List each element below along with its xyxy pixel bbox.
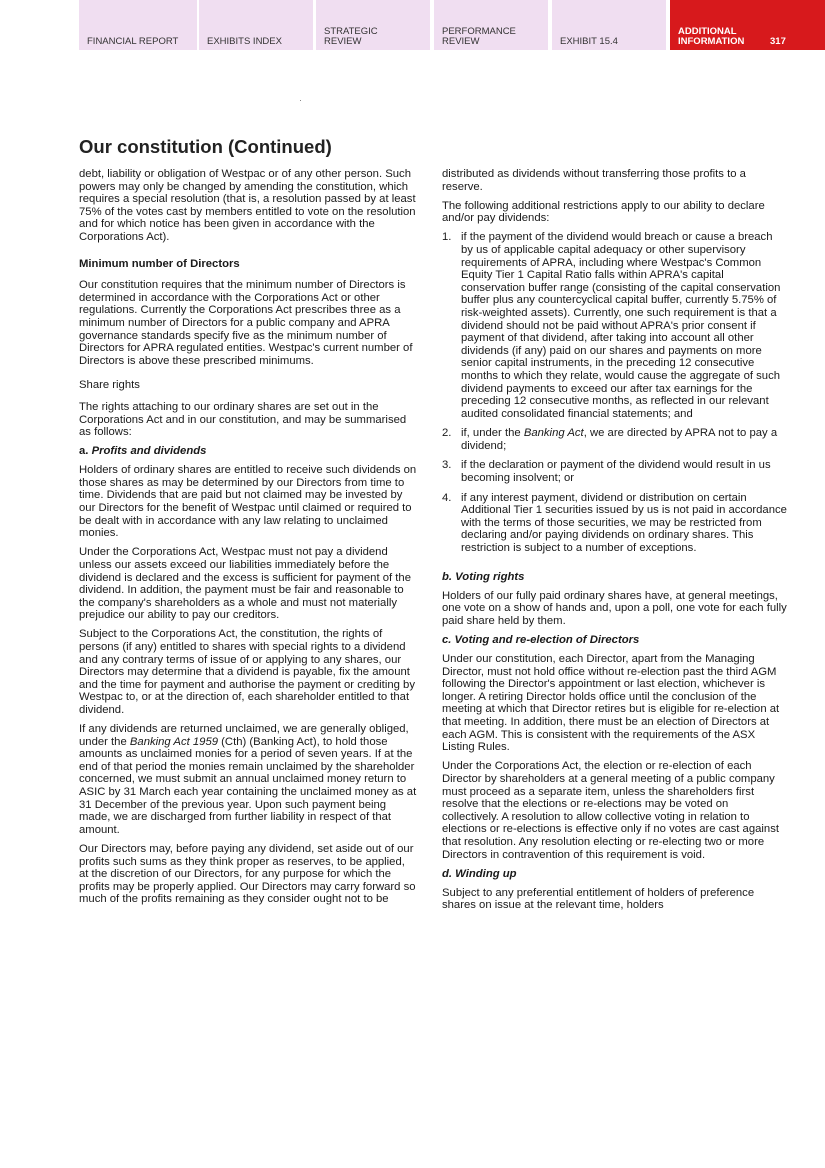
list-text: if the declaration or payment of the dividend would result in us becoming insolvent; or (461, 459, 771, 485)
tab-financial-report[interactable] (79, 0, 197, 50)
paragraph: Holders of ordinary shares are entitled to receive such dividends on those shares as may be determined by our Directors from time to time. Dividends that are paid but not claimed may be invested by our Directors for the benefit of Westpac until claimed or required to be dealt with in accordance with any law relating to unclaimed monies. (79, 464, 417, 540)
right-column (442, 168, 787, 918)
paragraph: Our Directors may, before paying any dividend, set aside out of our profits such sums as they think proper as reserves, to be applied, at the discretion of our Directors, for any purpose for which the profits may be properly applied. Our Directors may carry forward so much of the profits remaining as they consider ought not to be (79, 842, 416, 906)
tab-exhibit-15-4[interactable] (552, 0, 666, 50)
text-run: (Cth) (Banking Act), to hold those amounts as unclaimed monies for a period of seven years. If at the end of that period the monies remain unclaimed by the shareholder concerned, we must submit an annual unclaimed money return to ASIC by 31 March each year containing the unclaimed money as at 31 December of the previous year. Upon such payment being made, we are discharged from further liability in respect of that amount. (79, 735, 417, 836)
list-text: , we are directed by APRA not to pay a dividend; (461, 427, 778, 452)
list-text: if the payment of the dividend would breach or cause a breach by us of applicable capital adequacy or other supervisory requirements of APRA, including where Westpac's Common Equity Tier 1 Capital Ratio falls within APRA's capital conservation buffer range (consisting of the capital conservation buffer plus any countercyclical capital buffer, currently 5.75% of risk-weighted assets). Currently, one such requirement is that a dividend should not be paid without APRA's prior consent if payment of that dividend, after taking into account all other dividends (if any) paid on our shares and payments on more senior capital instruments, in the preceding 12 consecutive months to which they relate, would cause the aggregate of such dividend payments to exceed our after tax earnings for the preceding 12 consecutive months, as reflected in our relevant audited consolidated financial statements; and (461, 231, 781, 420)
page-title: Our constitution (Continued) (79, 136, 332, 157)
stray-dot (300, 100, 301, 101)
list-text: if any interest payment, dividend or distribution on certain Additional Tier 1 securities issued by us is not paid in accordance with the terms of those securities, we may be restricted from declaring and/or paying dividends on ordinary shares. This restriction is subject to a number of exceptions. (461, 491, 787, 555)
heading-minimum-directors: Minimum number of Directors (79, 257, 240, 270)
list-number: 2. (442, 427, 452, 440)
tab-label: FINANCIAL REPORT (87, 36, 179, 47)
tab-label: STRATEGIC REVIEW (324, 26, 378, 47)
paragraph: distributed as dividends without transferring those profits to a reserve. (442, 168, 746, 193)
paragraph: Holders of our fully paid ordinary shares have, at general meetings, one vote on a show of hands and, upon a poll, one vote for each fully paid share held by them. (442, 589, 787, 627)
list-text: if, under the (461, 427, 524, 440)
act-name: Banking Act (523, 427, 584, 440)
paragraph: debt, liability or obligation of Westpac or of any other person. Such powers may only be changed by amending the constitution, which requires a special resolution (that is, a resolution passed by at least 75% of the votes cast by members entitled to vote on the resolution and for which notice has been given in accordance with the Corporations Act). (79, 168, 416, 243)
list-item (442, 427, 787, 452)
list-number: 4. (442, 491, 452, 504)
list-item (442, 492, 787, 555)
paragraph (79, 723, 417, 836)
list-number: 1. (442, 231, 452, 244)
subheading-voting-rights (442, 571, 787, 584)
paragraph: Under our constitution, each Director, apart from the Managing Director, must not hold office without re-election past the third AGM following the Director's appointment or last election, whichever is longer. A retiring Director holds office until the conclusion of the meeting at which that Director retires but is eligible for re-election at that meeting. In addition, there must be an election of Directors at each AGM. This is consistent with the requirements of the ASX Listing Rules. (442, 653, 780, 754)
page-number: 317 (770, 36, 786, 47)
left-column (79, 168, 417, 912)
sub-title: Profits and dividends (91, 445, 207, 458)
tab-performance-review[interactable] (434, 0, 548, 50)
paragraph: Our constitution requires that the minimum number of Directors is determined in accordance with the Corporations Act or other regulations. Currently the Corporations Act prescribes three as a minimum number of Directors for a public company and APRA governance standards specify five as the minimum number of Directors for APRA regulated entities. Westpac's current number of Directors is above these prescribed minimums. (79, 279, 413, 367)
restrictions-list (442, 231, 787, 554)
tab-exhibits-index[interactable] (199, 0, 313, 50)
list-item (442, 459, 787, 484)
act-name: Banking Act 1959 (129, 735, 219, 748)
tab-label: EXHIBITS INDEX (207, 36, 282, 47)
sub-title: d. Winding up (442, 867, 517, 880)
subheading-voting-reelection (442, 634, 787, 647)
text-run: If any dividends are returned unclaimed, we are generally obliged, under the (79, 723, 409, 748)
paragraph: Under the Corporations Act, Westpac must not pay a dividend unless our assets exceed our liabilities immediately before the dividend is declared and the excess is sufficient for payment of the dividend. In addition, the payment must be fair and reasonable to the company's shareholders as a whole and must not materially prejudice our ability to pay our creditors. (79, 546, 411, 622)
subheading-winding-up (442, 868, 787, 881)
tab-additional-information[interactable] (670, 0, 825, 50)
tab-label: EXHIBIT 15.4 (560, 36, 618, 47)
tab-strategic-review[interactable] (316, 0, 430, 50)
list-item (442, 231, 787, 420)
paragraph: Under the Corporations Act, the election or re-election of each Director by shareholders at a general meeting of a public company must proceed as a separate item, unless the shareholders first resolve that the elections or re-elections may be voted on collectively. A resolution to allow collective voting in relation to elections or re-elections is effective only if no votes are cast against that resolution. Any resolution electing or re-electing two or more Directors in contravention of this requirement is void. (442, 760, 779, 861)
sub-title: c. Voting and re-election of Directors (442, 634, 640, 646)
list-number: 3. (442, 459, 452, 472)
heading-share-rights: Share rights (79, 379, 140, 392)
paragraph: Subject to the Corporations Act, the constitution, the rights of persons (if any) entitled to shares with special rights to a dividend and any contrary terms of issue of or applying to any shares, our Directors may determine that a dividend is payable, fix the amount and the time for payment and authorise the payment or crediting by Westpac to, or at the direction of, each shareholder entitled to that dividend. (79, 628, 415, 716)
sub-title: b. Voting rights (442, 570, 525, 583)
subheading-profits-dividends (79, 445, 417, 458)
tab-label: ADDITIONAL INFORMATION (678, 26, 745, 47)
paragraph: The following additional restrictions apply to our ability to declare and/or pay dividends: (442, 199, 765, 225)
paragraph: Subject to any preferential entitlement of holders of preference shares on issue at the relevant time, holders (442, 886, 755, 912)
tab-label: PERFORMANCE REVIEW (442, 26, 516, 47)
paragraph: The rights attaching to our ordinary shares are set out in the Corporations Act and in our constitution, and may be summarised as follows: (79, 400, 407, 439)
sub-letter: a. (79, 445, 89, 458)
